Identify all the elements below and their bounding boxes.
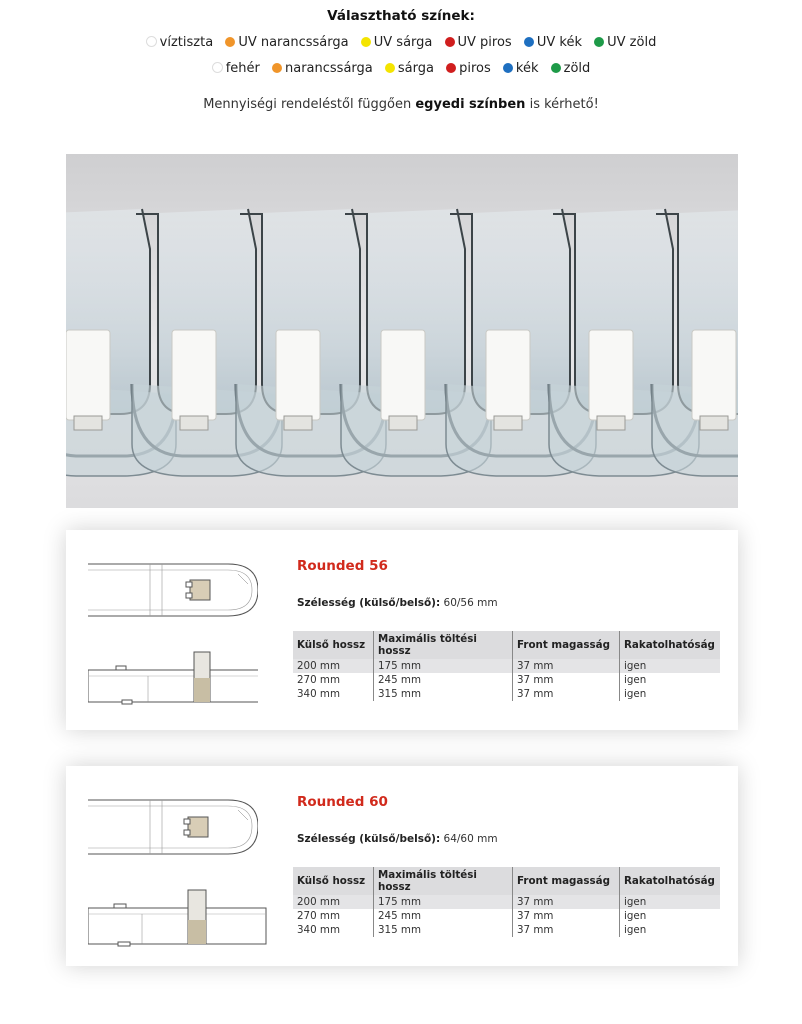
swatch-dot: [551, 63, 561, 73]
side-view-drawing: [88, 888, 268, 948]
table-row: 340 mm 315 mm 37 mm igen: [293, 687, 720, 701]
table-header-row: Külső hossz Maximális töltési hossz Front magasság Rakatolhatóság: [293, 867, 720, 895]
color-option: piros: [446, 61, 491, 76]
color-option: UV sárga: [361, 35, 433, 50]
swatch-dot: [503, 63, 513, 73]
spec-table: [293, 631, 720, 701]
product-card-rounded-60: [66, 766, 738, 966]
product-card-rounded-56: [66, 530, 738, 730]
top-view-drawing: [88, 792, 258, 862]
swatch-dot: [594, 37, 604, 47]
color-option: sárga: [385, 61, 434, 76]
colors-title: Választható színek:: [327, 8, 475, 24]
custom-color-note: Mennyiségi rendeléstől függően egyedi színben is kérhető!: [203, 97, 599, 112]
color-option: víztiszta: [146, 35, 214, 50]
top-view-drawing: [88, 556, 258, 626]
swatch-dot: [146, 36, 157, 47]
swatch-dot: [212, 62, 223, 73]
color-option: UV kék: [524, 35, 582, 50]
table-row: 270 mm 245 mm 37 mm igen: [293, 909, 720, 923]
swatch-dot: [272, 63, 282, 73]
spec-table: [293, 867, 720, 937]
side-view-drawing: [88, 650, 258, 710]
swatch-dot: [225, 37, 235, 47]
table-row: 340 mm 315 mm 37 mm igen: [293, 923, 720, 937]
table-row: 200 mm 175 mm 37 mm igen: [293, 895, 720, 909]
width-spec: Szélesség (külső/belső): 60/56 mm: [297, 597, 498, 609]
color-option: zöld: [551, 61, 591, 76]
swatch-dot: [524, 37, 534, 47]
product-photo: [66, 154, 738, 508]
swatch-dot: [446, 63, 456, 73]
color-row-standard: [0, 61, 802, 76]
product-title: Rounded 60: [297, 794, 388, 810]
swatch-dot: [361, 37, 371, 47]
color-option: UV piros: [445, 35, 512, 50]
table-header-row: Külső hossz Maximális töltési hossz Front magasság Rakatolhatóság: [293, 631, 720, 659]
color-option: fehér: [212, 61, 260, 76]
table-row: 270 mm 245 mm 37 mm igen: [293, 673, 720, 687]
swatch-dot: [385, 63, 395, 73]
color-option: UV narancssárga: [225, 35, 348, 50]
color-option: narancssárga: [272, 61, 373, 76]
product-title: Rounded 56: [297, 558, 388, 574]
width-spec: Szélesség (külső/belső): 64/60 mm: [297, 833, 498, 845]
color-option: kék: [503, 61, 539, 76]
color-option: UV zöld: [594, 35, 656, 50]
table-row: 200 mm 175 mm 37 mm igen: [293, 659, 720, 673]
swatch-dot: [445, 37, 455, 47]
color-row-uv: [0, 35, 802, 50]
